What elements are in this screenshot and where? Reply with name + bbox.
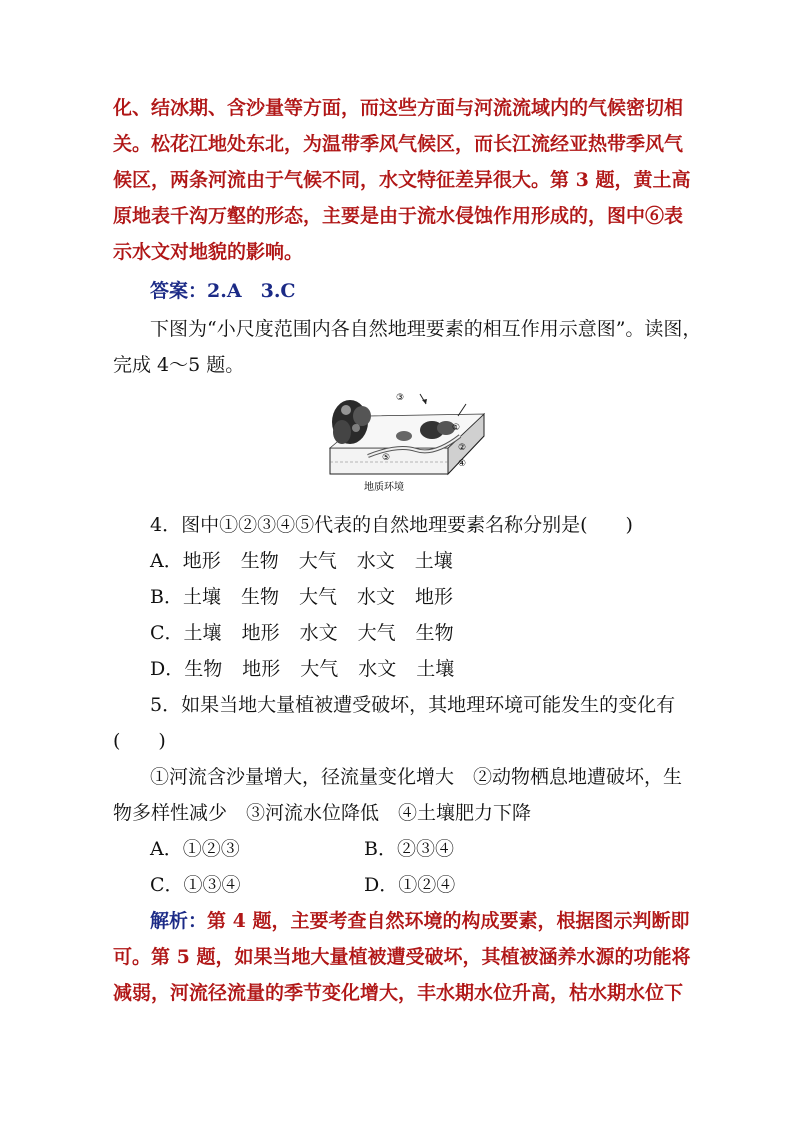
q4-d-item-3: 大气 — [300, 658, 339, 680]
q4-a-item-4: 水文 — [356, 550, 395, 572]
figure-marker-4: ④ — [458, 459, 467, 469]
q4-option-a[interactable] — [150, 548, 453, 574]
q4-a-item-3: 大气 — [298, 550, 337, 572]
q4-option-d-letter: D． — [150, 658, 185, 680]
explanation-line-2: 关。松花江地处东北，为温带季风气候区，而长江流经亚热带季风气 — [113, 133, 684, 155]
answer-label: 答案： — [150, 280, 208, 302]
figure-caption: 地质环境 — [364, 482, 404, 493]
explanation-line-1: 化、结冰期、含沙量等方面，而这些方面与河流流域内的气候密切相 — [113, 97, 684, 119]
q5-option-c[interactable] — [150, 872, 241, 898]
geography-figure — [328, 386, 486, 496]
q4-c-item-4: 大气 — [357, 622, 396, 644]
q5-option-a-letter: A． — [150, 838, 183, 860]
answer-line — [150, 278, 296, 304]
explanation-line-5: 示水文对地貌的影响。 — [113, 241, 304, 263]
q4-c-item-5: 生物 — [415, 622, 454, 644]
q4-option-a-letter: A． — [150, 550, 183, 572]
q5-option-d[interactable] — [364, 872, 455, 898]
q4-b-item-1: 土壤 — [182, 586, 221, 608]
figure-marker-1: ① — [452, 423, 461, 433]
q4-a-item-1: 地形 — [182, 550, 221, 572]
analysis-line-3: 减弱，河流径流量的季节变化增大，丰水期水位升高，枯水期水位下 — [113, 982, 684, 1004]
figure-marker-3: ③ — [396, 393, 405, 403]
explanation-line-3: 候区，两条河流由于气候不同，水文特征差异很大。第 3 题，黄土高 — [113, 169, 691, 191]
answer-value: 2.A 3.C — [207, 280, 296, 302]
q5-statements-line-2: 物多样性减少 ③河流水位降低 ④土壤肥力下降 — [113, 802, 532, 824]
q5-option-a-value: ①②③ — [182, 838, 240, 860]
analysis-line-2: 可。第 5 题，如果当地大量植被遭受破坏，其植被涵养水源的功能将 — [113, 946, 691, 968]
q4-d-item-1: 生物 — [184, 658, 223, 680]
q4-c-item-3: 水文 — [299, 622, 338, 644]
analysis-text-1: 第 4 题，主要考查自然环境的构成要素，根据图示判断即 — [207, 910, 690, 932]
q5-option-b-letter: B． — [364, 838, 397, 860]
q4-stem: 4．图中①②③④⑤代表的自然地理要素名称分别是( ) — [150, 514, 633, 536]
q4-option-d[interactable] — [150, 656, 454, 682]
q5-statements-line-1: ①河流含沙量增大，径流量变化增大 ②动物栖息地遭破坏，生 — [150, 766, 683, 788]
explanation-line-4: 原地表千沟万壑的形态，主要是由于流水侵蚀作用形成的，图中⑥表 — [113, 205, 684, 227]
analysis-line-1 — [150, 908, 689, 934]
analysis-label: 解析： — [150, 910, 208, 932]
q4-b-item-3: 大气 — [299, 586, 338, 608]
q4-a-item-2: 生物 — [240, 550, 279, 572]
q4-b-item-5: 地形 — [415, 586, 454, 608]
q5-option-a[interactable] — [150, 836, 240, 862]
q5-option-d-letter: D． — [364, 874, 399, 896]
q4-option-c[interactable] — [150, 620, 454, 646]
q5-option-b-value: ②③④ — [396, 838, 454, 860]
q4-c-item-1: 土壤 — [183, 622, 222, 644]
q4-option-b[interactable] — [150, 584, 453, 610]
figure-marker-5: ⑤ — [382, 453, 391, 463]
q4-a-item-5: 土壤 — [414, 550, 453, 572]
q5-stem-line-1: 5．如果当地大量植被遭受破坏，其地理环境可能发生的变化有 — [150, 694, 676, 716]
q4-option-b-letter: B． — [150, 586, 183, 608]
q4-b-item-4: 水文 — [357, 586, 396, 608]
intro-line-2: 完成 4～5 题。 — [113, 354, 245, 376]
q5-option-b[interactable] — [364, 836, 454, 862]
q5-option-c-value: ①③④ — [183, 874, 241, 896]
q4-d-item-4: 水文 — [358, 658, 397, 680]
q5-stem-line-2: ( ) — [113, 730, 166, 752]
q4-option-c-letter: C． — [150, 622, 184, 644]
intro-line-1: 下图为“小尺度范围内各自然地理要素的相互作用示意图”。读图， — [150, 318, 702, 340]
q4-b-item-2: 生物 — [240, 586, 279, 608]
figure-marker-2: ② — [458, 443, 467, 453]
q4-c-item-2: 地形 — [241, 622, 280, 644]
q4-d-item-2: 地形 — [242, 658, 281, 680]
q5-option-c-letter: C． — [150, 874, 184, 896]
q5-option-d-value: ①②④ — [398, 874, 456, 896]
q4-d-item-5: 土壤 — [416, 658, 455, 680]
